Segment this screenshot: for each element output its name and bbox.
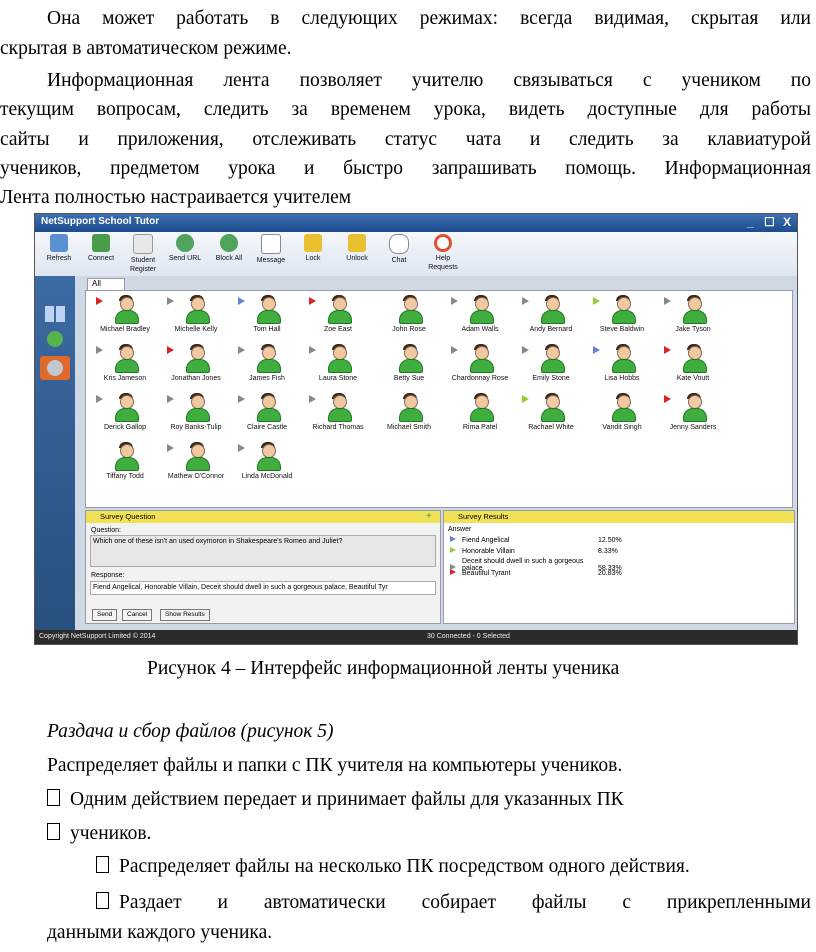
student-name: Michael Smith [387, 424, 431, 431]
student-avatar-icon [688, 395, 702, 409]
student-avatar-icon [688, 346, 702, 360]
flag-icon [96, 395, 103, 403]
student-body [612, 310, 636, 324]
student-name: Michael Bradley [100, 326, 150, 333]
student-body [541, 310, 565, 324]
student-body [683, 408, 707, 422]
flag-icon [96, 297, 103, 305]
unlock-button[interactable]: Unlock [335, 234, 379, 263]
answer-text: Fiend Angelical [462, 537, 510, 544]
block-all-button[interactable]: Block All [207, 234, 251, 263]
survey-globe-icon [47, 360, 63, 376]
student-avatar-icon [120, 395, 134, 409]
paragraph-line: сайты и приложения, отслеживать статус чата и следить за клавиатурой [0, 129, 811, 150]
flag-icon [238, 297, 245, 305]
student-avatar-icon [120, 297, 134, 311]
close-icon[interactable]: X [783, 215, 792, 229]
student-avatar-icon [404, 346, 418, 360]
student-tile[interactable] [90, 295, 160, 343]
student-tile[interactable] [374, 393, 444, 441]
question-field[interactable]: Which one of these isn't an used oxymoron in Shakespeare's Romeo and Juliet? [90, 535, 436, 567]
figure-caption: Рисунок 4 – Интерфейс информационной ленты ученика [147, 658, 620, 679]
student-avatar-icon [617, 297, 631, 311]
paragraph-line: скрытая в автоматическом режиме. [0, 38, 292, 59]
flag-icon [96, 346, 103, 354]
globe-icon [47, 331, 63, 347]
globe-icon [176, 234, 194, 252]
student-body [612, 408, 636, 422]
tutor-screenshot [34, 213, 798, 645]
student-body [115, 457, 139, 471]
flag-icon [167, 444, 174, 452]
student-avatar-icon [262, 395, 276, 409]
student-avatar-icon [120, 444, 134, 458]
student-name: Andy Bernard [529, 326, 573, 333]
student-body [328, 408, 352, 422]
student-name: Richard Thomas [312, 424, 364, 431]
flag-icon [167, 395, 174, 403]
student-name: Roy Banks-Tulip [170, 424, 222, 431]
bullet-box-icon [96, 892, 109, 909]
flag-icon [664, 346, 671, 354]
paragraph-line: Информационная лента позволяет учителю связываться с учеником по [47, 70, 811, 91]
student-name: Derick Gallop [103, 424, 146, 431]
student-tile[interactable] [303, 393, 373, 441]
flag-icon [593, 346, 600, 354]
student-name: Vandit Singh [602, 424, 642, 431]
student-register-button[interactable]: Student Register [121, 234, 165, 274]
register-icon [133, 234, 153, 254]
student-name: Tiffany Todd [106, 473, 144, 480]
student-body [399, 359, 423, 373]
survey-results-panel [443, 510, 795, 624]
student-tile[interactable] [161, 393, 231, 441]
student-tile[interactable] [658, 393, 728, 441]
student-avatar-icon [475, 346, 489, 360]
student-body [186, 408, 210, 422]
student-tile[interactable] [516, 393, 586, 441]
answer-column-header: Answer [448, 526, 472, 533]
flag-icon [593, 297, 600, 305]
copyright-text: Copyright NetSupport Limited © 2014 [39, 633, 156, 640]
student-avatar-icon [688, 297, 702, 311]
student-body [115, 310, 139, 324]
paragraph-line: текущим вопросам, следить за временем урока, видеть доступные для работы [0, 99, 811, 120]
lock-icon [304, 234, 322, 252]
bullet-item: Раздает и автоматически собирает файлы с прикрепленными [96, 889, 811, 917]
student-body [683, 359, 707, 373]
flag-icon [450, 536, 456, 542]
answer-percent: 58.33% [598, 565, 622, 572]
student-body [257, 408, 281, 422]
answer-text: Beautiful Tyrant [462, 570, 511, 577]
student-avatar-icon [333, 395, 347, 409]
student-avatar-icon [191, 444, 205, 458]
student-tile[interactable] [232, 344, 302, 392]
student-body [399, 408, 423, 422]
student-name: Adam Walls [461, 326, 499, 333]
bullet-box-icon [96, 856, 109, 873]
flag-icon [522, 346, 529, 354]
student-avatar-icon [262, 444, 276, 458]
student-name: Steve Baldwin [599, 326, 645, 333]
student-avatar-icon [333, 346, 347, 360]
student-grid [85, 290, 793, 508]
student-name: Claire Castle [246, 424, 288, 431]
paragraph-line: Распределяет файлы и папки с ПК учителя на компьютеры учеников. [47, 755, 623, 776]
student-body [470, 310, 494, 324]
toolbar [35, 232, 797, 277]
student-body [470, 408, 494, 422]
answer-text: Honorable Villain [462, 548, 515, 555]
unlock-icon [348, 234, 366, 252]
window-title: NetSupport School Tutor [41, 216, 160, 227]
flag-icon [309, 346, 316, 354]
student-tile[interactable] [232, 393, 302, 441]
student-name: Lisa Hobbs [604, 375, 640, 382]
student-tile[interactable] [90, 344, 160, 392]
status-bar [35, 630, 797, 644]
answer-percent: 12.50% [598, 537, 622, 544]
student-tile[interactable] [161, 295, 231, 343]
student-body [186, 310, 210, 324]
student-body [328, 310, 352, 324]
student-body [186, 359, 210, 373]
cancel-button[interactable]: Cancel [122, 609, 152, 621]
student-avatar-icon [617, 395, 631, 409]
lifebuoy-icon [434, 234, 452, 252]
flag-icon [451, 297, 458, 305]
student-name: Kate Voutt [676, 375, 710, 382]
flag-icon [238, 395, 245, 403]
student-name: Rachael White [528, 424, 574, 431]
web-view-button[interactable] [40, 328, 70, 352]
student-body [115, 408, 139, 422]
lock-button[interactable]: Lock [291, 234, 335, 263]
minimize-icon[interactable]: _ [747, 215, 754, 229]
flag-icon [450, 569, 456, 575]
student-name: Rima Patel [462, 424, 498, 431]
flag-icon [522, 297, 529, 305]
result-row [450, 569, 622, 577]
student-tile[interactable] [232, 442, 302, 490]
paragraph-line: Она может работать в следующих режимах: всегда видимая, скрытая или [47, 8, 811, 29]
refresh-button[interactable]: Refresh [37, 234, 81, 263]
flag-icon [309, 395, 316, 403]
paragraph-line: данными каждого ученика. [47, 922, 273, 943]
survey-results-header: Survey Results [444, 511, 794, 523]
student-avatar-icon [333, 297, 347, 311]
student-name: Jake Tyson [675, 326, 711, 333]
thumbnails-icon [45, 306, 65, 322]
student-avatar-icon [404, 297, 418, 311]
student-avatar-icon [475, 395, 489, 409]
survey-view-button[interactable] [40, 356, 70, 380]
student-body [683, 310, 707, 324]
response-dropdown[interactable]: Fiend Angelical, Honorable Villain, Deceit should dwell in such a gorgeous palace, Beautiful Tyr [90, 581, 436, 595]
answer-percent: 20.83% [598, 570, 622, 577]
paragraph-line: Лента полностью настраивается учителем [0, 187, 352, 208]
student-tile[interactable] [516, 344, 586, 392]
block-globe-icon [220, 234, 238, 252]
message-button[interactable]: Message [249, 234, 293, 265]
student-tile[interactable] [445, 295, 515, 343]
answer-text: Deceit should dwell in such a gorgeous palace [462, 558, 584, 572]
student-avatar-icon [546, 297, 560, 311]
student-tile[interactable] [303, 295, 373, 343]
student-tile[interactable] [374, 295, 444, 343]
student-avatar-icon [546, 395, 560, 409]
student-name: James Fish [249, 375, 285, 382]
show-results-button[interactable]: Show Results [160, 609, 210, 621]
student-avatar-icon [404, 395, 418, 409]
student-name: Michelle Kelly [174, 326, 218, 333]
student-avatar-icon [546, 346, 560, 360]
student-body [399, 310, 423, 324]
survey-question-header: Survey Question [86, 511, 440, 523]
paragraph-line: учеников, предметом урока и быстро запрашивать помощь. Информационная [0, 158, 811, 179]
student-tile[interactable] [445, 344, 515, 392]
chat-button[interactable]: Chat [377, 234, 421, 265]
student-avatar-icon [191, 346, 205, 360]
student-name: Betty Sue [393, 375, 425, 382]
bullet-item: Распределяет файлы на несколько ПК посредством одного действия. [96, 853, 690, 881]
student-tile[interactable] [587, 344, 657, 392]
thumbnails-view-button[interactable] [40, 302, 70, 326]
response-label: Response: [91, 572, 125, 579]
student-name: Laura Stone [318, 375, 358, 382]
student-name: Chardonnay Rose [451, 375, 509, 382]
result-row [450, 536, 622, 544]
student-avatar-icon [191, 297, 205, 311]
bullet-box-icon [47, 789, 60, 806]
connect-icon [92, 234, 110, 252]
student-name: Kris Jameson [103, 375, 147, 382]
refresh-icon [50, 234, 68, 252]
answer-percent: 8.33% [598, 548, 618, 555]
student-tile[interactable] [587, 393, 657, 441]
tab-all[interactable]: All [87, 278, 125, 291]
student-tile[interactable] [303, 344, 373, 392]
connection-status: 30 Connected - 0 Selected [427, 633, 510, 640]
left-sidebar [35, 276, 75, 630]
send-url-button[interactable]: Send URL [163, 234, 207, 263]
bullet-item: Одним действием передает и принимает файлы для указанных ПК [47, 786, 624, 814]
student-name: John Rose [392, 326, 426, 333]
student-tile[interactable] [658, 295, 728, 343]
student-avatar-icon [262, 346, 276, 360]
student-body [186, 457, 210, 471]
flag-icon [167, 346, 174, 354]
student-body [257, 359, 281, 373]
student-body [257, 310, 281, 324]
flag-icon [167, 297, 174, 305]
add-icon[interactable]: + [426, 511, 432, 522]
maximize-icon[interactable]: ☐ [764, 215, 775, 229]
flag-icon [238, 444, 245, 452]
bullet-item: учеников. [47, 820, 151, 848]
student-name: Jonathan Jones [171, 375, 221, 382]
student-avatar-icon [617, 346, 631, 360]
connect-button[interactable]: Connect [79, 234, 123, 263]
student-tile[interactable] [232, 295, 302, 343]
student-tile[interactable] [90, 442, 160, 490]
message-icon [261, 234, 281, 254]
chat-icon [389, 234, 409, 254]
flag-icon [309, 297, 316, 305]
student-body [612, 359, 636, 373]
tab-row [75, 276, 797, 290]
title-bar [35, 214, 797, 232]
student-tile[interactable] [658, 344, 728, 392]
student-name: Jenny Sanders [669, 424, 717, 431]
student-body [115, 359, 139, 373]
flag-icon [238, 346, 245, 354]
flag-icon [664, 297, 671, 305]
student-avatar-icon [262, 297, 276, 311]
student-body [257, 457, 281, 471]
student-tile[interactable] [90, 393, 160, 441]
student-body [470, 359, 494, 373]
student-name: Linda McDonald [241, 473, 293, 480]
student-name: Zoe East [323, 326, 352, 333]
flag-icon [450, 547, 456, 553]
student-body [541, 359, 565, 373]
section-title: Раздача и сбор файлов (рисунок 5) [47, 721, 334, 742]
student-avatar-icon [120, 346, 134, 360]
student-tile[interactable] [587, 295, 657, 343]
student-name: Mathew O'Connor [167, 473, 225, 480]
student-avatar-icon [475, 297, 489, 311]
flag-icon [522, 395, 529, 403]
student-tile[interactable] [516, 295, 586, 343]
student-avatar-icon [191, 395, 205, 409]
survey-question-panel [85, 510, 441, 624]
help-requests-button[interactable]: Help Requests [421, 234, 465, 272]
student-body [328, 359, 352, 373]
student-tile[interactable] [445, 393, 515, 441]
student-name: Tom Hall [253, 326, 281, 333]
student-tile[interactable] [374, 344, 444, 392]
send-button[interactable]: Send [92, 609, 117, 621]
question-label: Question: [91, 527, 121, 534]
bullet-box-icon [47, 823, 60, 840]
student-name: Emily Stone [532, 375, 570, 382]
student-body [541, 408, 565, 422]
flag-icon [451, 346, 458, 354]
flag-icon [664, 395, 671, 403]
student-tile[interactable] [161, 344, 231, 392]
result-row [450, 547, 618, 555]
student-tile[interactable] [161, 442, 231, 490]
